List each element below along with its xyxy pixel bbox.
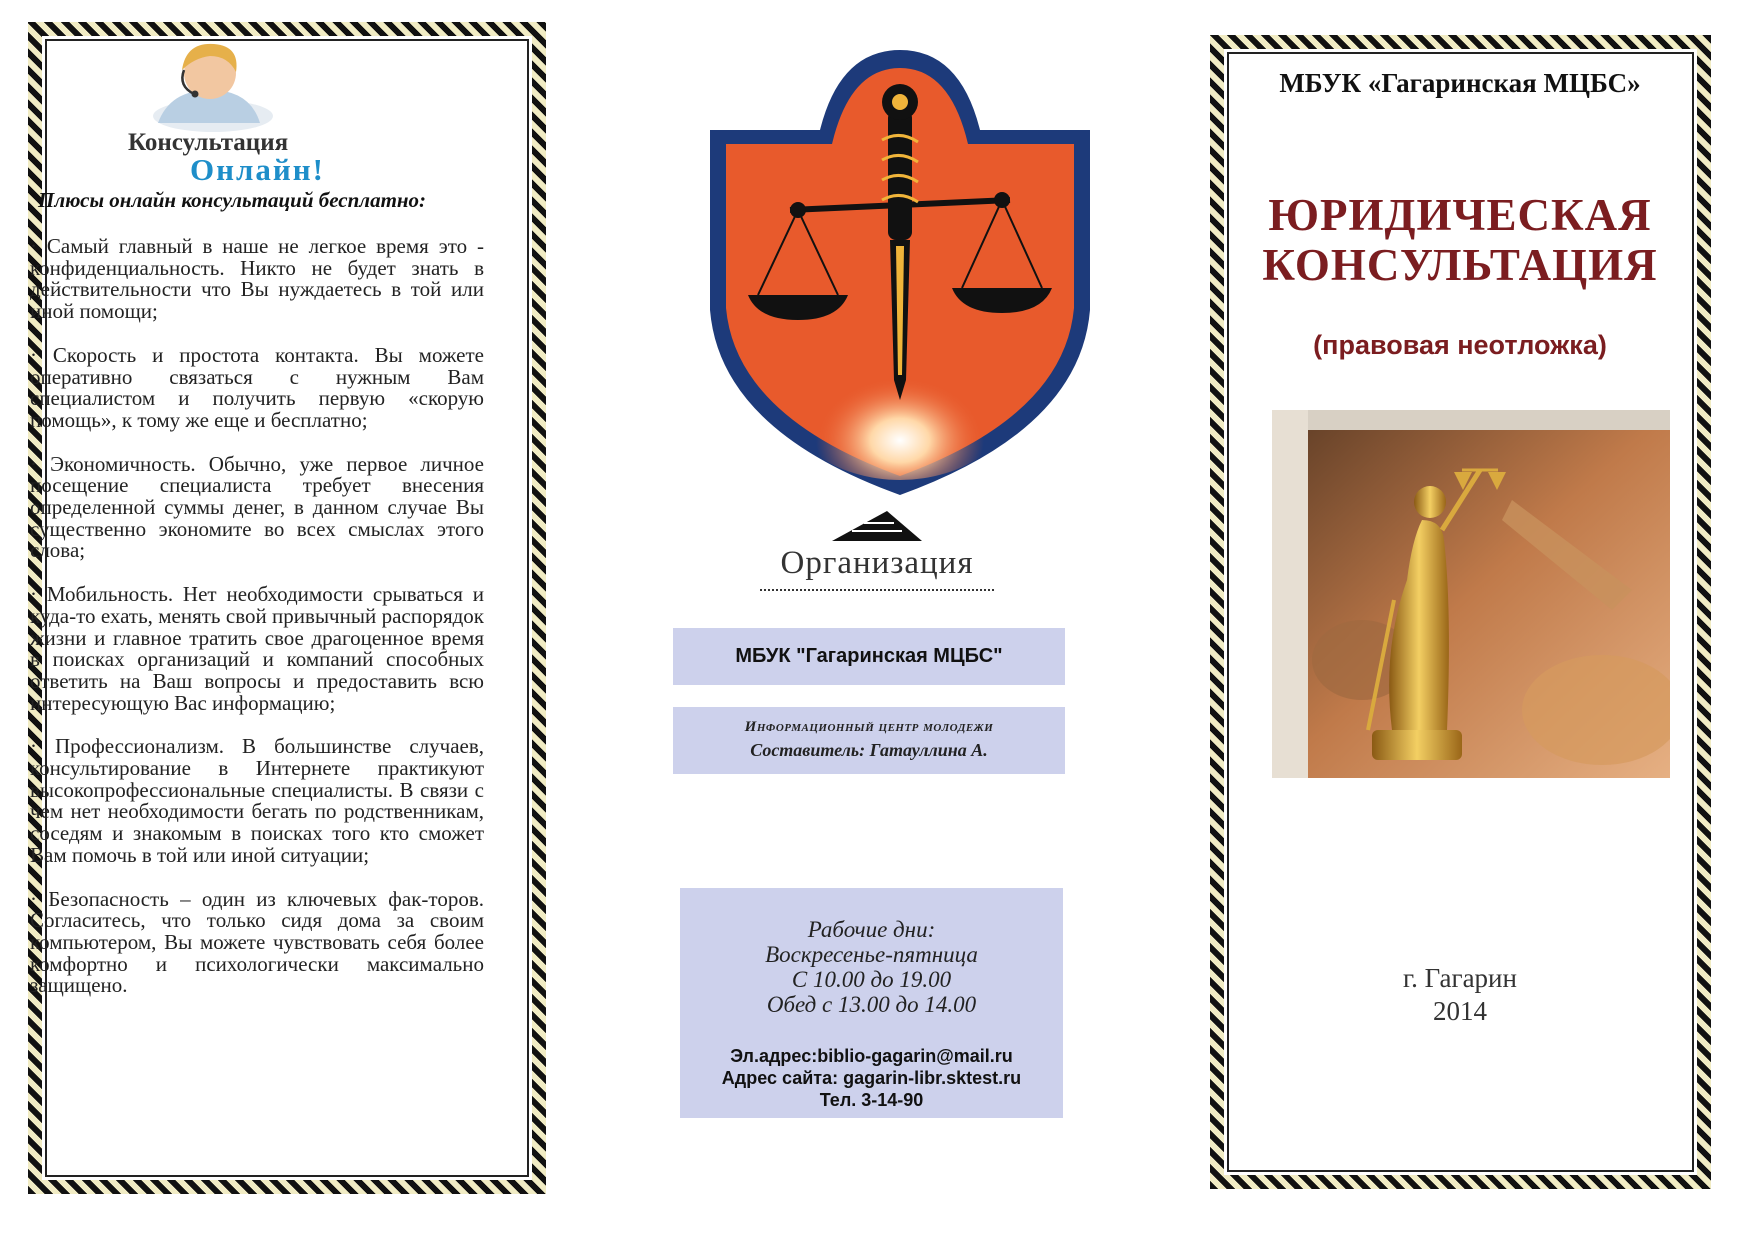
logo-line1: Консультация	[128, 129, 289, 156]
hours-line: Воскресенье-пятница	[765, 942, 978, 967]
organization-underline	[760, 589, 994, 591]
website-line: Адрес сайта: gagarin-libr.sktest.ru	[721, 1068, 1022, 1088]
right-org-name: МБУК «Гагаринская МЦБС»	[1279, 68, 1641, 98]
column	[1272, 410, 1308, 778]
hours-line: Рабочие дни:	[807, 917, 936, 942]
pros-paragraph: · Экономичность. Обычно, уже первое личное посещение специалиста требует внесения определенной суммы денег, в данном случае Вы существенно экономите во всех смыслах этого слова;	[30, 451, 484, 563]
city: г. Гагарин	[1403, 963, 1517, 993]
pros-paragraph: · Самый главный в наше не легкое время это - конфиденциальность. Никто не будет знать в действительности что Вы нуждаетесь в той или иной помощи;	[30, 234, 484, 324]
info-center-box	[673, 707, 1065, 774]
working-hours-box	[680, 888, 1063, 1118]
pros-paragraph: · Скорость и простота контакта. Вы можете оперативно связаться с нужным Вам специалистом и получить первую «скорую помощь», к тому же еще и бесплатно;	[30, 342, 484, 432]
brochure-subtitle: (правовая неотложка)	[1313, 330, 1607, 360]
hours-line: Обед с 13.00 до 14.00	[766, 992, 977, 1017]
brochure-title	[1240, 190, 1680, 290]
justice-emblem	[700, 50, 1100, 502]
statue-base	[1372, 730, 1462, 760]
organization-logo	[752, 505, 1002, 595]
pros-paragraph: · Мобильность. Нет необходимости срываться и куда-то ехать, менять свой привычный распорядок жизни и главное тратить свое драгоценное время в поисках организаций и компаний способных ответить на Ваш вопросы и предоставить всю интересующую Вас информацию;	[30, 582, 484, 715]
contacts	[680, 1045, 1063, 1111]
phone-line: Тел. 3-14-90	[819, 1090, 924, 1110]
title-line1: ЮРИДИЧЕСКАЯ	[1268, 190, 1652, 240]
pros-paragraph: · Профессионализм. В большинстве случаев, консультирование в Интернете практикуют высокопрофессиональные специалисты. В связи с чем нет необходимости бегать по родственникам, соседям и знакомым в поисках того кто сможет Вам помочь в той или иной ситуации;	[30, 734, 484, 867]
title-line2: КОНСУЛЬТАЦИЯ	[1262, 240, 1658, 290]
pros-paragraph: · Безопасность – один из ключевых фак-торов. Согласитесь, что только сидя дома за своим компьютером, Вы можете чувствовать себя более комфортно и психологически максимально защищено.	[30, 886, 484, 998]
email-line: Эл.адрес:biblio-gagarin@mail.ru	[730, 1046, 1013, 1066]
year: 2014	[1433, 996, 1487, 1026]
logo-line2: Онлайн!	[190, 152, 325, 187]
hours-line: С 10.00 до 19.00	[791, 967, 952, 992]
info-center-title: Информационный центр молодежи	[744, 719, 994, 735]
consultation-online-logo	[118, 28, 378, 198]
organization-word: Организация	[780, 545, 974, 581]
org-name-box: МБУК "Гагаринская МЦБС"	[673, 628, 1065, 685]
themis-image	[1272, 410, 1670, 778]
pros-heading: Плюсы онлайн консультаций бесплатно:	[38, 188, 427, 212]
city-year	[1240, 962, 1680, 1028]
pros-list	[30, 236, 484, 1019]
pyramid-icon	[752, 505, 1002, 545]
compiler-line: Составитель: Гатауллина А.	[750, 740, 988, 760]
